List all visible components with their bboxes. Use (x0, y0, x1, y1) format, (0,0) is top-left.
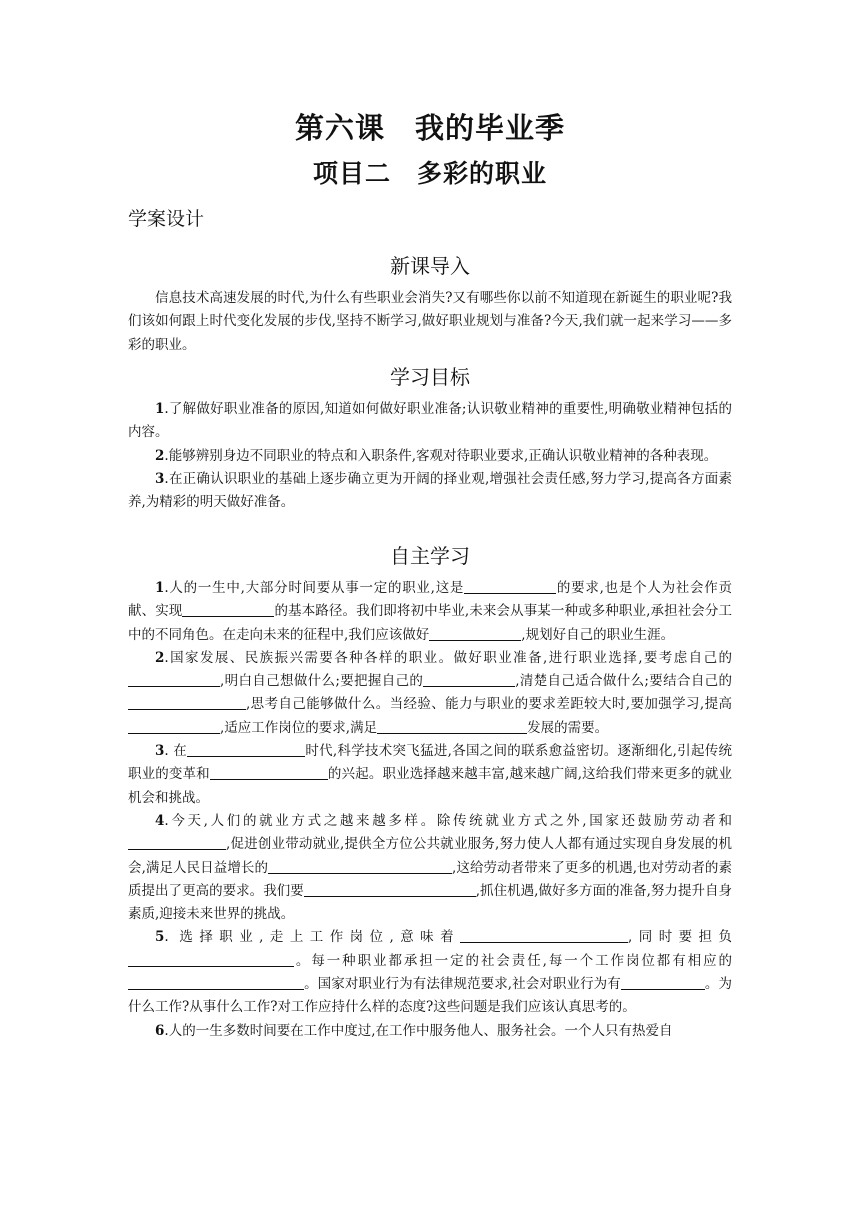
answer-blank[interactable] (187, 742, 305, 757)
answer-blank[interactable] (182, 602, 274, 617)
goal-item (128, 445, 732, 468)
question-text: .国家发展、民族振兴需要各种各样的职业。做好职业准备,进行职业选择,要考虑自己的 (164, 649, 732, 666)
answer-blank[interactable] (377, 719, 527, 734)
goal-text: .能够辨别身边不同职业的特点和入职条件,客观对待职业要求,正确认识敬业精神的各种表现。 (164, 447, 718, 464)
question-text: . 在 (164, 743, 188, 760)
question-text: ,抓住机遇,做好多方面的准备,努力提升自身素质,迎接未来世界的挑战。 (128, 882, 733, 923)
goal-text: .了解做好职业准备的原因,知道如何做好职业准备;认识敬业精神的重要性,明确敬业精神包括的内容。 (128, 401, 732, 441)
answer-blank[interactable] (128, 719, 220, 734)
question-text: ,思考自己能够做什么。当经验、能力与职业的要求差距较大时,要加强学习,提高 (246, 696, 732, 713)
question-text: 发展的需要。 (527, 719, 609, 736)
question-number: 1 (155, 580, 165, 596)
answer-blank[interactable] (460, 928, 628, 943)
question-text: ,促进创业带动就业,提供全方位公共就业服务,努力使人人都有通过实现自身发展的机会,满足人民日益增长的 (128, 836, 732, 876)
question-3 (128, 740, 732, 810)
goals-heading: 学习目标 (390, 365, 470, 389)
question-6 (128, 1020, 732, 1043)
answer-blank[interactable] (429, 626, 521, 641)
intro-paragraph (128, 287, 732, 357)
question-number: 2 (155, 649, 165, 666)
answer-blank[interactable] (423, 672, 515, 687)
self-study-heading: 自主学习 (390, 544, 470, 568)
question-1 (128, 577, 732, 647)
question-text: ,明白自己想做什么;要把握自己的 (220, 673, 424, 690)
question-text: .人的一生中,大部分时间要从事一定的职业,这是 (164, 580, 465, 596)
answer-blank[interactable] (621, 975, 705, 990)
question-text: 的基本路径。我们即将初中毕业,未来会从事某一种或多种职业,承担社会分工中的不同角色。在走向未来的征程中,我们应该做好 (128, 603, 732, 643)
goal-number: 2 (155, 447, 165, 464)
question-4 (128, 810, 732, 926)
self-study-questions (128, 577, 732, 1043)
question-text: 。每一种职业都承担一定的社会责任,每一个工作岗位都有相应的 (294, 952, 732, 969)
question-text: 逐渐细化,引起传统职业的变革和 (128, 743, 732, 783)
question-text: 的要求,也是个人为社会作贡献、实现 (128, 580, 733, 620)
answer-blank[interactable] (128, 952, 294, 967)
question-2 (128, 647, 732, 740)
goal-text: .在正确认识职业的基础上逐步确立更为开阔的择业观,增强社会责任感,努力学习,提高各方面素养,为精彩的明天做好准备。 (128, 470, 732, 511)
question-number: 3 (155, 743, 165, 760)
goals-list (128, 398, 732, 514)
lesson-title: 第六课 我的毕业季 (294, 111, 565, 145)
answer-blank[interactable] (128, 672, 220, 687)
project-subtitle: 项目二 多彩的职业 (312, 159, 547, 188)
question-text: . 选择职业,走上工作岗位,意味着 (164, 929, 461, 946)
question-text: ,这给劳动者带来了更多的机遇,也对劳动者的素质提出了更高的要求。我们要 (128, 859, 732, 899)
question-text: 时代,科学技术突飞猛进,各国之间的联系愈益密切。 (305, 743, 618, 760)
answer-blank[interactable] (128, 835, 226, 850)
answer-blank[interactable] (268, 859, 452, 874)
answer-blank[interactable] (464, 579, 556, 594)
goal-number: 1 (155, 401, 165, 417)
question-5 (128, 926, 732, 1019)
question-text: 的兴起。职业选择越来越丰富,越来越广阔,这给我们带来更多的就业机会和挑战。 (128, 766, 732, 806)
answer-blank[interactable] (304, 882, 476, 897)
answer-blank[interactable] (128, 975, 304, 990)
intro-text: 信息技术高速发展的时代,为什么有些职业会消失?又有哪些你以前不知道现在新诞生的职业呢?我们该如何跟上时代变化发展的步伐,坚持不断学习,做好职业规划与准备?今天,我们就一起来学习——多彩的职业。 (128, 290, 732, 353)
question-text: 。为什么工作?从事什么工作?对工作应持什么样的态度?这些问题是我们应该认真思考的。 (128, 976, 733, 1016)
question-number: 4 (155, 812, 165, 829)
question-text: .今天,人们的就业方式之越来越多样。除传统就业方式之外,国家还鼓励劳动者和 (164, 812, 732, 829)
goal-item (128, 468, 732, 515)
section-label: 学案设计 (128, 208, 205, 230)
question-number: 6 (155, 1022, 165, 1039)
answer-blank[interactable] (128, 695, 246, 710)
goal-number: 3 (155, 470, 165, 487)
goal-item (128, 398, 732, 445)
question-text: .人的一生多数时间要在工作中度过,在工作中服务他人、服务社会。一个人只有热爱自 (164, 1022, 673, 1039)
question-text: ,清楚自己适合做什么;要结合自己的 (515, 673, 732, 690)
question-number: 5 (155, 929, 165, 946)
answer-blank[interactable] (210, 765, 328, 780)
question-text: 。国家对职业行为有法律规范要求,社会对职业行为有 (304, 976, 621, 993)
question-text: ,同时要担负 (628, 929, 732, 946)
question-text: ,适应工作岗位的要求,满足 (220, 719, 378, 736)
intro-heading: 新课导入 (390, 254, 470, 278)
question-text: ,规划好自己的职业生涯。 (521, 626, 675, 643)
